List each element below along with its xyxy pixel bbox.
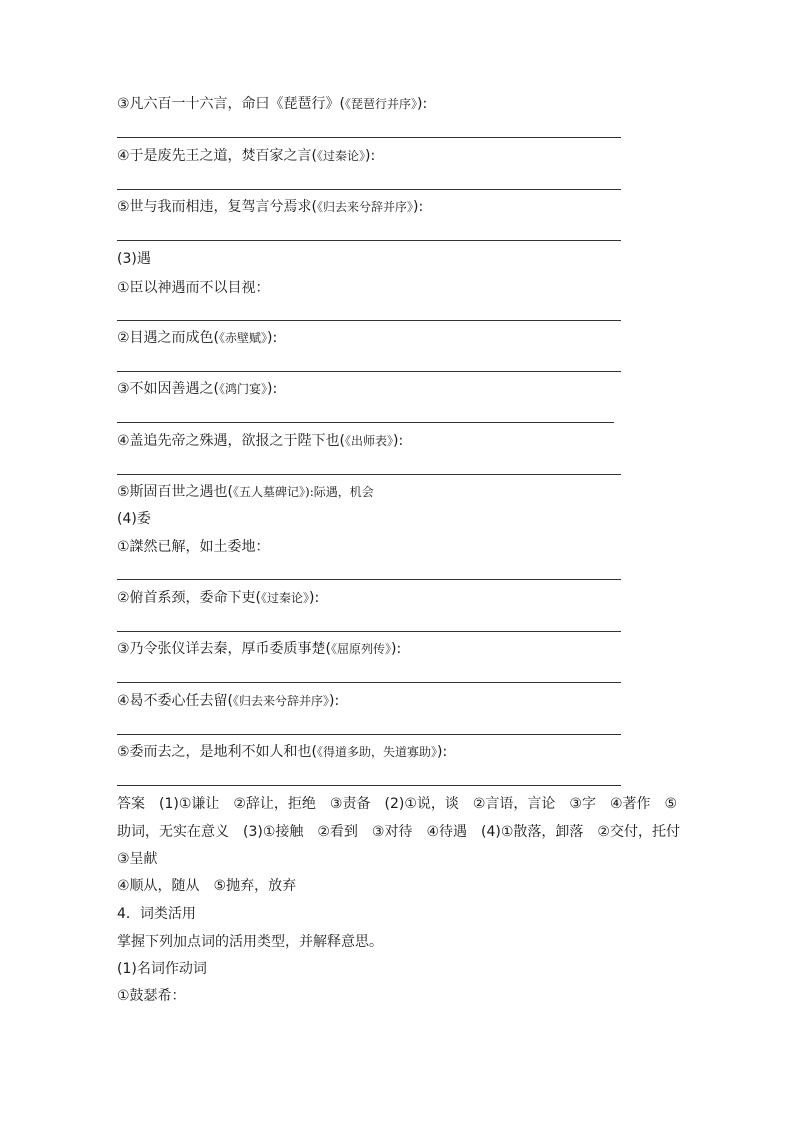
question-text: ⑤世与我而相违，复驾言兮焉求(: [117, 199, 318, 215]
question-tail: ):: [365, 148, 376, 164]
question-text: ②俯首系颈，委命下吏(: [117, 590, 262, 606]
question-4-4: [117, 691, 339, 711]
answer-line-1: 答案 (1)①谦让 ②辞让，拒绝 ③责备 (2)①说，谈 ②言语，言论 ③字 ④著作 ⑤: [117, 796, 678, 812]
question-3-1: ①臣以神遇而不以目视：: [117, 280, 270, 296]
question-tail: ):: [417, 96, 428, 112]
question-4-1: ①謋然已解，如土委地：: [117, 539, 270, 555]
source-title: 《屈原列传》: [331, 642, 392, 656]
source-title: 《归去来兮辞并序》: [317, 200, 414, 214]
question-text: ④于是废先王之道，焚百家之言(: [117, 148, 318, 164]
question-4-2: [117, 588, 319, 608]
answer-line[interactable]: [117, 579, 621, 580]
question-4-3: [117, 639, 401, 659]
question-2-4: [117, 146, 375, 166]
section-4-heading: (4)委: [117, 511, 151, 527]
question-tail: ):: [267, 381, 278, 397]
source-title: 《得道多助，失道寡助》: [317, 745, 438, 759]
question-text: ④盖追先帝之殊遇，欲报之于陛下也(: [117, 433, 346, 449]
question-tail: ):: [329, 693, 340, 709]
question-text: ④曷不委心任去留(: [117, 693, 234, 709]
question-tail: ):: [309, 590, 320, 606]
answer-line[interactable]: [117, 137, 621, 138]
question-2-5: [117, 197, 423, 217]
answer-line[interactable]: [117, 189, 621, 190]
question-text: ③乃令张仪详去秦，厚币委质事楚(: [117, 641, 332, 657]
instruction-text: 掌握下列加点词的活用类型，并解释意思。: [117, 934, 383, 950]
answer-line[interactable]: [117, 474, 621, 475]
answer-line[interactable]: [117, 422, 614, 423]
question-4-5: [117, 742, 447, 762]
section-title: 4．词类活用: [117, 906, 196, 922]
question-tail: ):: [267, 330, 278, 346]
question-tail: ):: [437, 744, 448, 760]
answer-line[interactable]: [117, 371, 621, 372]
question-text: ③凡六百一十六言，命曰《琵琶行》(: [117, 96, 346, 112]
question-3-4: [117, 431, 403, 451]
question-tail: ):际遇，机会: [305, 485, 374, 499]
source-title: 《琵琶行并序》: [345, 97, 418, 111]
section-3-heading: (3)遇: [117, 251, 151, 267]
source-title: 《赤壁赋》: [219, 331, 268, 345]
source-title: 《五人墓碑记》: [233, 485, 306, 499]
answer-line-3: ③呈献: [117, 851, 158, 867]
subheading: (1)名词作动词: [117, 961, 207, 977]
source-title: 《出师表》: [345, 434, 394, 448]
answer-line-4: ④顺从，随从 ⑤抛弃，放弃: [117, 878, 297, 894]
question-text: ③不如因善遇之(: [117, 381, 220, 397]
question-tail: ):: [391, 641, 402, 657]
answer-line-2: 助词，无实在意义 (3)①接触 ②看到 ③对待 ④待遇 (4)①散落，卸落 ②交付，托付: [117, 824, 680, 840]
question-tail: ):: [413, 199, 424, 215]
source-title: 《归去来兮辞并序》: [233, 694, 330, 708]
source-title: 《鸿门宴》: [219, 382, 268, 396]
answer-line[interactable]: [117, 734, 621, 735]
answer-line[interactable]: [117, 320, 621, 321]
answer-line[interactable]: [117, 631, 621, 632]
source-title: 《过秦论》: [261, 591, 310, 605]
answer-line[interactable]: [117, 785, 621, 786]
source-title: 《过秦论》: [317, 149, 366, 163]
question-3-3: [117, 379, 277, 399]
question-text: ⑤斯固百世之遇也(: [117, 484, 234, 500]
question-tail: ):: [393, 433, 404, 449]
question-item: ①鼓瑟希：: [117, 988, 186, 1004]
question-3-2: [117, 328, 277, 348]
answer-line[interactable]: [117, 682, 621, 683]
answer-line[interactable]: [117, 240, 621, 241]
question-text: ⑤委而去之，是地利不如人和也(: [117, 744, 318, 760]
question-2-3: [117, 94, 427, 114]
question-3-5: [117, 482, 374, 502]
question-text: ②目遇之而成色(: [117, 330, 220, 346]
